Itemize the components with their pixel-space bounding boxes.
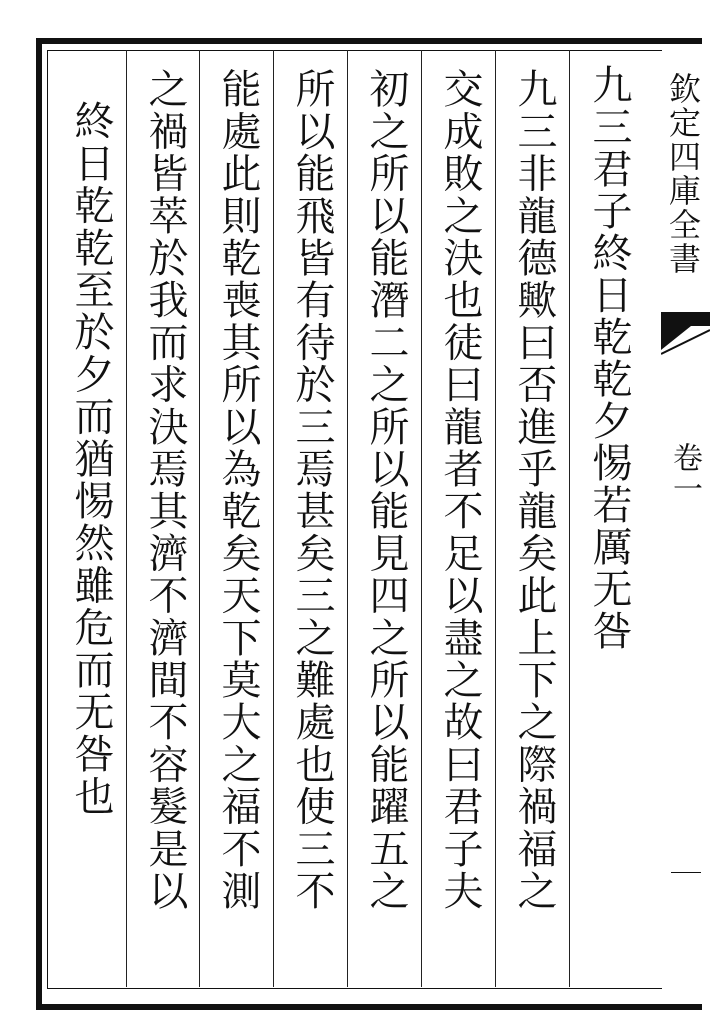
column-divider — [421, 50, 422, 987]
fish-tail-mark — [661, 312, 710, 356]
text-column-6: 能處此則乾喪其所以為乾矣天下莫大之福不測 — [215, 68, 261, 912]
banxin-juan: 卷一 — [667, 442, 702, 504]
text-column-7: 之禍皆萃於我而求決焉其濟不濟間不容髮是以 — [142, 68, 188, 912]
column-divider — [569, 50, 570, 987]
column-divider — [273, 50, 274, 987]
heading-column: 九三君子終日乾乾夕惕若厲无咎 — [586, 64, 632, 652]
banxin-strip — [661, 50, 710, 987]
column-divider — [495, 50, 496, 987]
text-column-8: 終日乾乾至於夕而猶惕然雖危而无咎也 — [68, 100, 114, 818]
text-column-3: 交成敗之決也徒曰龍者不足以盡之故曰君子夫 — [437, 68, 483, 912]
column-divider — [199, 50, 200, 987]
text-column-5: 所以能飛皆有待於三焉甚矣三之難處也使三不 — [289, 68, 335, 912]
banxin-tick — [671, 872, 701, 873]
column-divider — [126, 50, 127, 987]
banxin-title: 欽定四庫全書 — [664, 72, 702, 276]
text-column-4: 初之所以能潛二之所以能見四之所以能躍五之 — [363, 68, 409, 912]
column-divider — [347, 50, 348, 987]
text-column-2: 九三非龍德歟曰否進乎龍矣此上下之際禍福之 — [511, 68, 557, 912]
